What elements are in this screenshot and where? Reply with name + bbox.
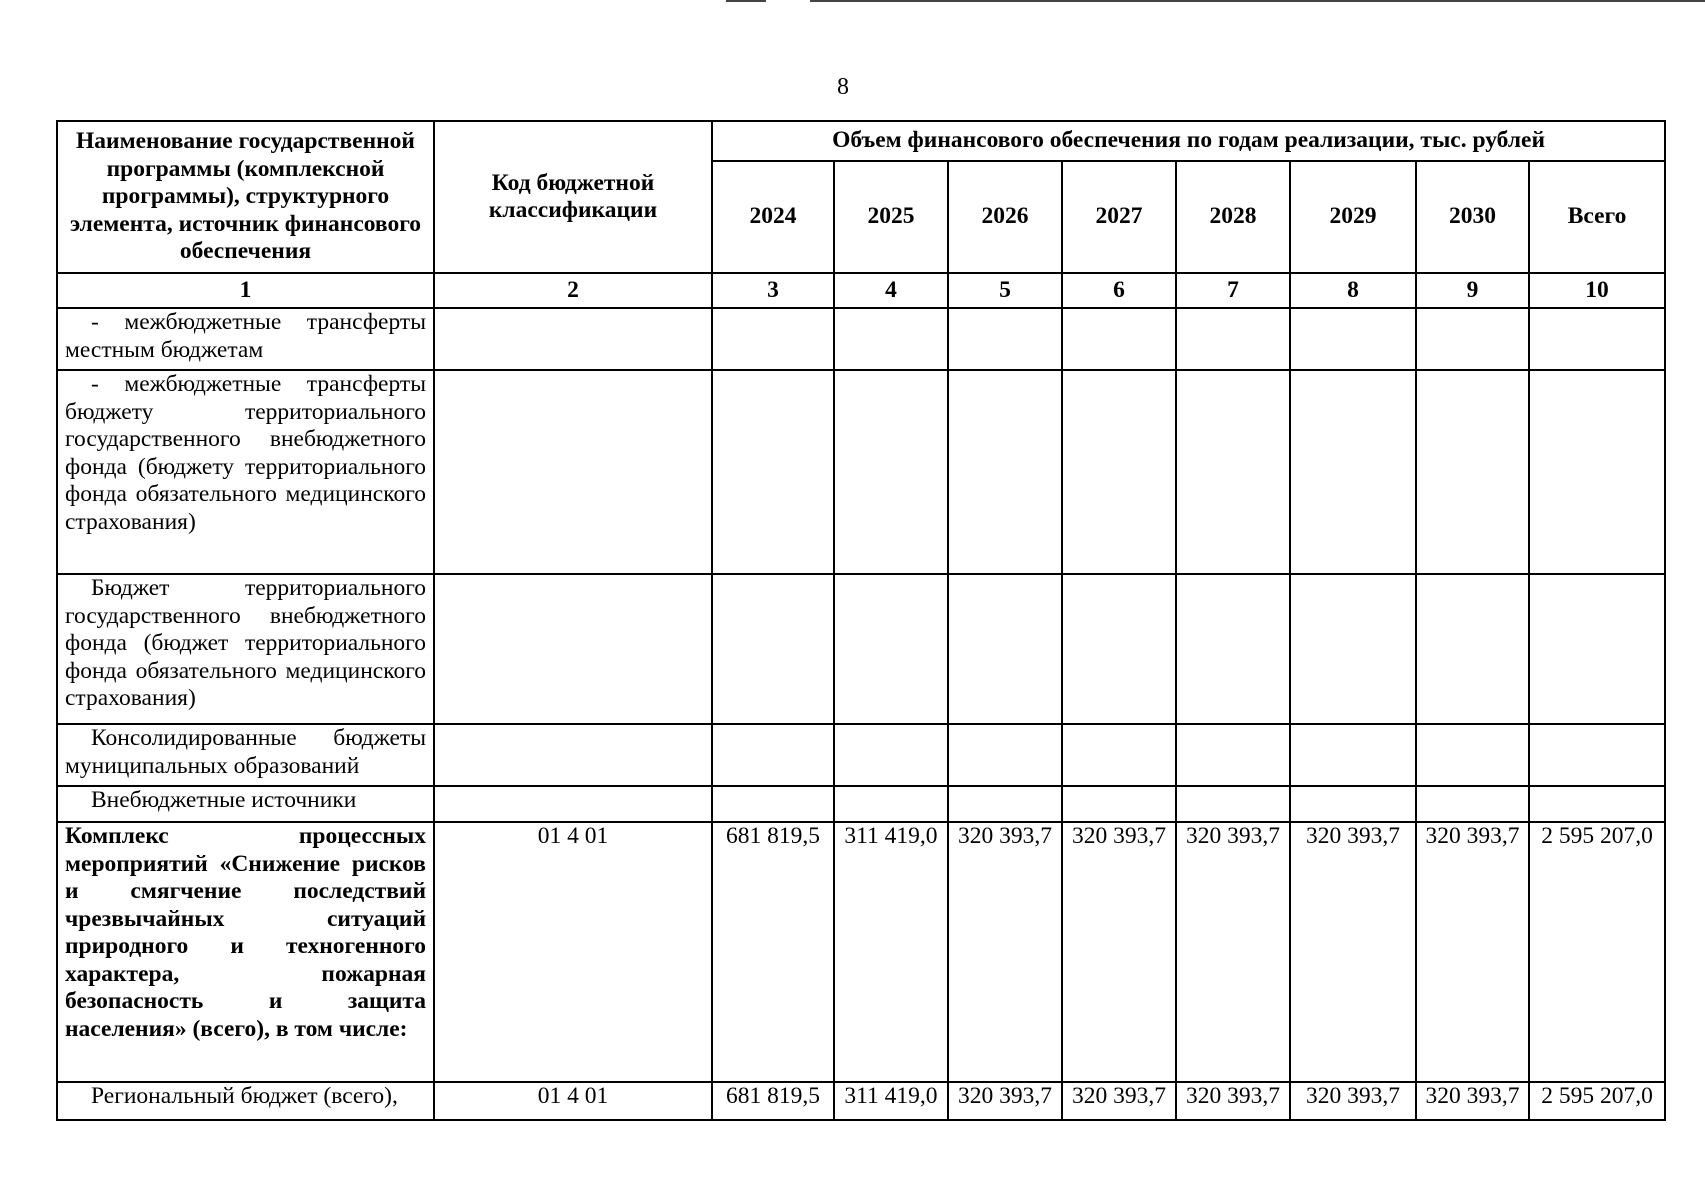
row-value-cell	[1416, 370, 1529, 574]
table-row	[57, 822, 1665, 1082]
header-code-cell: Код бюджетной классификации	[434, 121, 712, 273]
row-value-cell	[1062, 724, 1176, 786]
row-total-cell	[1529, 308, 1665, 370]
row-value-cell	[712, 786, 834, 822]
row-value-cell	[834, 574, 948, 724]
row-value-cell	[1176, 574, 1290, 724]
row-value-cell: 320 393,7	[1290, 1082, 1416, 1120]
header-row-top	[57, 121, 1665, 161]
row-name-cell: Консолидированные бюджеты муниципальных образований	[57, 724, 434, 786]
table-row	[57, 574, 1665, 724]
header-total: Всего	[1529, 161, 1665, 273]
row-value-cell	[1062, 308, 1176, 370]
row-value-cell	[1062, 786, 1176, 822]
row-value-cell	[712, 574, 834, 724]
header-year-2028: 2028	[1176, 161, 1290, 273]
financing-table	[56, 120, 1666, 1121]
header-year-2027: 2027	[1062, 161, 1176, 273]
row-value-cell	[1176, 370, 1290, 574]
row-value-cell	[1290, 308, 1416, 370]
header-year-2030: 2030	[1416, 161, 1529, 273]
row-value-cell	[948, 724, 1062, 786]
row-value-cell	[1416, 574, 1529, 724]
row-value-cell: 311 419,0	[834, 822, 948, 1082]
row-value-cell: 320 393,7	[948, 1082, 1062, 1120]
row-value-cell	[712, 724, 834, 786]
row-value-cell: 311 419,0	[834, 1082, 948, 1120]
column-number: 9	[1416, 273, 1529, 308]
column-number: 6	[1062, 273, 1176, 308]
row-value-cell: 681 819,5	[712, 822, 834, 1082]
row-code-cell	[434, 574, 712, 724]
column-number: 3	[712, 273, 834, 308]
column-number-row	[57, 273, 1665, 308]
row-value-cell: 320 393,7	[948, 822, 1062, 1082]
row-value-cell	[1290, 370, 1416, 574]
header-year-2025: 2025	[834, 161, 948, 273]
row-value-cell	[1416, 308, 1529, 370]
row-value-cell	[1290, 786, 1416, 822]
column-number: 1	[57, 273, 434, 308]
table-row	[57, 786, 1665, 822]
row-name-cell: Региональный бюджет (всего),	[57, 1082, 434, 1120]
scan-edge-line	[726, 0, 766, 2]
header-year-2029: 2029	[1290, 161, 1416, 273]
row-total-cell: 2 595 207,0	[1529, 1082, 1665, 1120]
column-number: 8	[1290, 273, 1416, 308]
row-value-cell	[834, 308, 948, 370]
table-body	[57, 308, 1665, 1120]
row-value-cell: 320 393,7	[1062, 822, 1176, 1082]
column-number: 4	[834, 273, 948, 308]
row-value-cell	[712, 308, 834, 370]
row-value-cell	[834, 786, 948, 822]
row-value-cell	[1176, 724, 1290, 786]
row-value-cell	[1416, 786, 1529, 822]
row-code-cell: 01 4 01	[434, 1082, 712, 1120]
column-number: 5	[948, 273, 1062, 308]
column-number: 10	[1529, 273, 1665, 308]
header-year-2026: 2026	[948, 161, 1062, 273]
row-value-cell	[712, 370, 834, 574]
row-value-cell	[1176, 786, 1290, 822]
row-code-cell	[434, 308, 712, 370]
row-value-cell	[1176, 308, 1290, 370]
row-value-cell: 320 393,7	[1290, 822, 1416, 1082]
row-value-cell: 320 393,7	[1416, 822, 1529, 1082]
row-value-cell	[834, 370, 948, 574]
row-value-cell	[1062, 370, 1176, 574]
table-row	[57, 1082, 1665, 1120]
row-code-cell	[434, 724, 712, 786]
row-value-cell: 681 819,5	[712, 1082, 834, 1120]
row-code-cell: 01 4 01	[434, 822, 712, 1082]
row-value-cell	[1062, 574, 1176, 724]
row-total-cell	[1529, 786, 1665, 822]
row-value-cell	[1290, 574, 1416, 724]
page-number: 8	[837, 74, 849, 100]
header-year-2024: 2024	[712, 161, 834, 273]
row-value-cell	[948, 308, 1062, 370]
row-name-cell: Внебюджетные источники	[57, 786, 434, 822]
row-code-cell	[434, 786, 712, 822]
row-value-cell	[948, 786, 1062, 822]
row-value-cell: 320 393,7	[1416, 1082, 1529, 1120]
row-total-cell	[1529, 370, 1665, 574]
row-value-cell	[948, 574, 1062, 724]
row-value-cell	[1290, 724, 1416, 786]
row-name-cell: - межбюджетные трансферты местным бюджетам	[57, 308, 434, 370]
header-name-cell: Наименование государственной программы (комплексной программы), структурного элемента, источник финансового обеспечения	[57, 121, 434, 273]
row-total-cell	[1529, 574, 1665, 724]
table-row	[57, 370, 1665, 574]
row-value-cell	[1416, 724, 1529, 786]
column-number: 7	[1176, 273, 1290, 308]
row-value-cell: 320 393,7	[1062, 1082, 1176, 1120]
row-total-cell: 2 595 207,0	[1529, 822, 1665, 1082]
row-name-cell: Бюджет территориального государственного внебюджетного фонда (бюджет территориального фонда обязательного медицинского страхования)	[57, 574, 434, 724]
row-total-cell	[1529, 724, 1665, 786]
row-value-cell	[948, 370, 1062, 574]
row-value-cell: 320 393,7	[1176, 822, 1290, 1082]
table-row	[57, 308, 1665, 370]
scan-edge-line	[810, 0, 1705, 2]
table-row	[57, 724, 1665, 786]
row-code-cell	[434, 370, 712, 574]
column-number: 2	[434, 273, 712, 308]
row-value-cell: 320 393,7	[1176, 1082, 1290, 1120]
row-name-cell: Комплекс процессных мероприятий «Снижение рисков и смягчение последствий чрезвычайных ситуаций природного и техногенного характера, пожарная безопасность и защита населения» (всего), в том числе:	[57, 822, 434, 1082]
row-value-cell	[834, 724, 948, 786]
header-volume-title: Объем финансового обеспечения по годам реализации, тыс. рублей	[712, 121, 1665, 161]
row-name-cell: - межбюджетные трансферты бюджету территориального государственного внебюджетного фонда (бюджету территориального фонда обязательного медицинского страхования)	[57, 370, 434, 574]
